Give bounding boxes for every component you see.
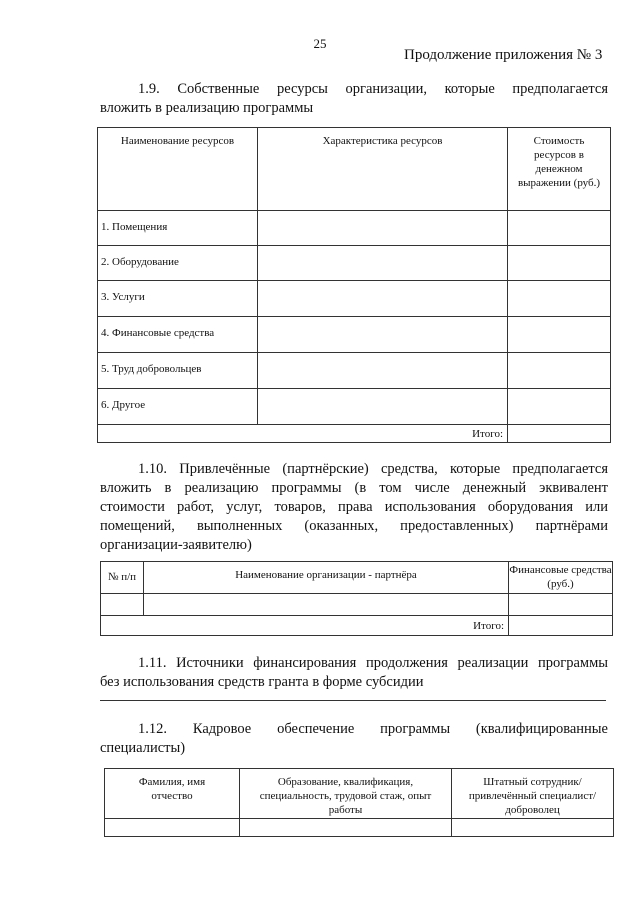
table-cell	[508, 389, 611, 425]
row-label: 2. Оборудование	[98, 246, 258, 281]
row-label: 4. Финансовые средства	[98, 317, 258, 353]
total-label: Итого:	[98, 425, 508, 443]
table-row	[105, 819, 614, 837]
section-1-10-line5: организации-заявителю)	[100, 537, 252, 553]
table-row	[98, 389, 611, 425]
section-1-10-line4: помещений, выполненных (оказанных, предоставленных) партнёрами	[100, 518, 608, 534]
table-header-row	[105, 769, 614, 819]
col-number: № п/п	[101, 562, 144, 594]
row-label: 1. Помещения	[98, 211, 258, 246]
table-cell	[258, 246, 508, 281]
col-resource-characteristic: Характеристика ресурсов	[258, 128, 508, 211]
staffing-table	[104, 768, 614, 837]
section-1-11-line2: без использования средств гранта в форме субсидии	[100, 674, 424, 690]
section-1-12-line2: специалисты)	[100, 740, 186, 756]
table-cell	[258, 317, 508, 353]
table-row	[98, 317, 611, 353]
section-1-12-line1: 1.12. Кадровое обеспечение программы (квалифицированные	[138, 721, 608, 737]
appendix-heading: Продолжение приложения № 3	[404, 47, 603, 63]
blank-answer-line	[100, 700, 606, 701]
col-full-name: Фамилия, имя отчество	[105, 769, 240, 819]
row-label: 6. Другое	[98, 389, 258, 425]
partner-funds-table	[100, 561, 613, 636]
table-cell	[508, 281, 611, 317]
total-row	[101, 616, 613, 636]
row-label: 3. Услуги	[98, 281, 258, 317]
table-cell	[508, 317, 611, 353]
table-cell	[258, 353, 508, 389]
total-label: Итого:	[101, 616, 509, 636]
table-cell	[258, 211, 508, 246]
table-cell	[508, 353, 611, 389]
total-value-cell	[509, 616, 613, 636]
table-cell	[452, 819, 614, 837]
col-partner-name: Наименование организации - партнёра	[144, 562, 509, 594]
table-row	[101, 594, 613, 616]
section-1-10-line1: 1.10. Привлечённые (партнёрские) средства, которые предполагается	[138, 461, 608, 477]
table-row	[98, 211, 611, 246]
table-cell	[509, 594, 613, 616]
table-header-row	[101, 562, 613, 594]
table-cell	[101, 594, 144, 616]
table-cell	[258, 281, 508, 317]
table-cell	[508, 211, 611, 246]
col-resource-cost: Стоимость ресурсов в денежном выражении (руб.)	[508, 128, 611, 211]
section-1-9-line1: 1.9. Собственные ресурсы организации, которые предполагается	[138, 81, 608, 97]
table-row	[98, 353, 611, 389]
table-cell	[105, 819, 240, 837]
table-cell	[508, 246, 611, 281]
total-row	[98, 425, 611, 443]
section-1-11-line1: 1.11. Источники финансирования продолжения реализации программы	[138, 655, 608, 671]
table-row	[98, 281, 611, 317]
table-row	[98, 246, 611, 281]
page-number: 25	[313, 36, 327, 51]
section-1-10-line2: вложить в реализацию программы (в том числе денежный эквивалент	[100, 480, 608, 496]
total-value-cell	[508, 425, 611, 443]
table-cell	[240, 819, 452, 837]
col-education: Образование, квалификация, специальность, трудовой стаж, опыт работы	[240, 769, 452, 819]
col-partner-funds: Финансовые средства (руб.)	[509, 562, 613, 594]
table-header-row	[98, 128, 611, 211]
col-staff-type: Штатный сотрудник/ привлечённый специалист/ доброволец	[452, 769, 614, 819]
table-cell	[144, 594, 509, 616]
own-resources-table	[97, 127, 611, 443]
section-1-10-line3: стоимости работ, услуг, товаров, права использования оборудования или	[100, 499, 608, 515]
section-1-9-line2: вложить в реализацию программы	[100, 100, 314, 116]
table-cell	[258, 389, 508, 425]
row-label: 5. Труд добровольцев	[98, 353, 258, 389]
col-resource-name: Наименование ресурсов	[98, 128, 258, 211]
